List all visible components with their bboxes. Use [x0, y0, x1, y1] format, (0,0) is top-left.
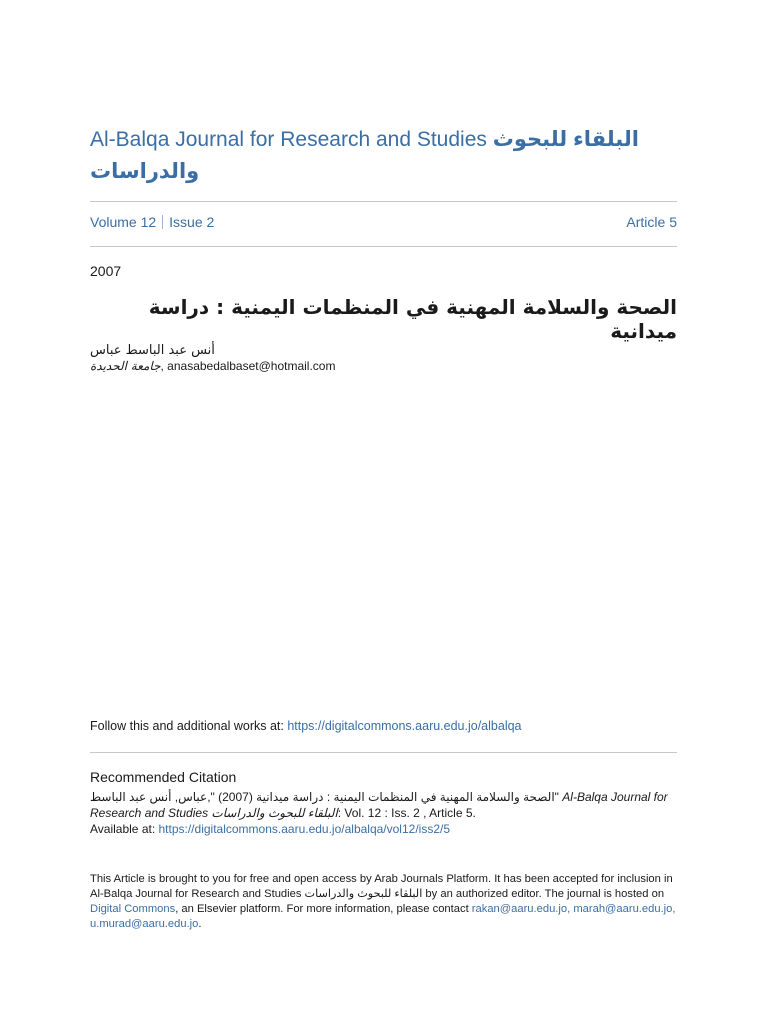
footer-text-1: This Article is brought to you for free and open access by Arab Journals Platform. It has been accepted for inclusion in Al-Balqa Journal for Research and Studies: [90, 873, 673, 900]
citation-year: (2007): [218, 790, 253, 804]
issue-info: [90, 214, 677, 232]
citation-journal-ar: البلقاء للبحوث والدراسات: [211, 806, 338, 820]
volume-link[interactable]: Volume 12: [90, 214, 157, 230]
citation-text: عباس, أنس عبد الباسط," (2007) "الصحة والسلامة المهنية في المنظمات اليمنية : دراسة ميدانية Al-Balqa Journal for Research and Studies البلقاء للبحوث والدراسات: Vol. 12 : Iss. 2 , Article 5. Available at: https://digitalcommons.aaru.edu.jo/albalqa/vol12/iss2/5: [90, 790, 668, 836]
publication-year: 2007: [90, 263, 122, 279]
footer-journal-ar: البلقاء للبحوث والدراسات: [304, 888, 423, 900]
author-name: أنس عبد الباسط عباس: [90, 343, 215, 358]
divider: [90, 201, 677, 202]
footer-text-2: by an authorized editor. The journal is hosted on: [422, 888, 665, 900]
issue-link[interactable]: Issue 2: [169, 214, 215, 230]
contact-emails[interactable]: rakan@aaru.edu.jo, marah@aaru.edu.jo, u.murad@aaru.edu.jo: [90, 903, 676, 930]
journal-title[interactable]: [90, 124, 680, 188]
divider: [90, 246, 677, 247]
citation-title: "الصحة والسلامة المهنية في المنظمات اليمنية : دراسة ميدانية: [256, 790, 559, 804]
recommended-citation-heading: Recommended Citation: [90, 769, 237, 785]
separator: [162, 215, 163, 229]
footer-end: .: [198, 918, 202, 930]
footer-text-3: , an Elsevier platform. For more information, please contact: [175, 903, 472, 915]
available-label: Available at:: [90, 822, 159, 836]
follow-text: Follow this and additional works at:: [90, 719, 288, 733]
author-email: anasabedalbaset@hotmail.com: [167, 359, 336, 373]
journal-title-ar[interactable]: البلقاء للبحوث والدراسات: [90, 128, 639, 183]
article-link[interactable]: Article 5: [626, 214, 677, 230]
journal-title-en[interactable]: Al-Balqa Journal for Research and Studies: [90, 128, 487, 151]
author-affiliation: جامعة الحديدة, anasabedalbaset@hotmail.com: [90, 359, 336, 373]
divider: [90, 752, 677, 753]
footer-notice: [90, 872, 680, 932]
citation-volume: : Vol. 12 : Iss. 2 , Article 5.: [337, 806, 476, 820]
available-link[interactable]: https://digitalcommons.aaru.edu.jo/albalqa/vol12/iss2/5: [158, 822, 451, 836]
citation-author: عباس, أنس عبد الباسط: [90, 790, 208, 804]
article-title: الصحة والسلامة المهنية في المنظمات اليمنية : دراسة ميدانية: [148, 295, 677, 343]
follow-link[interactable]: https://digitalcommons.aaru.edu.jo/albalqa: [287, 719, 522, 733]
follow-line: [90, 719, 522, 733]
affiliation-name: جامعة الحديدة: [90, 359, 161, 373]
digital-commons-link[interactable]: Digital Commons: [90, 903, 176, 915]
citation-journal-en: Al-Balqa Journal for Research and Studies: [90, 790, 668, 820]
